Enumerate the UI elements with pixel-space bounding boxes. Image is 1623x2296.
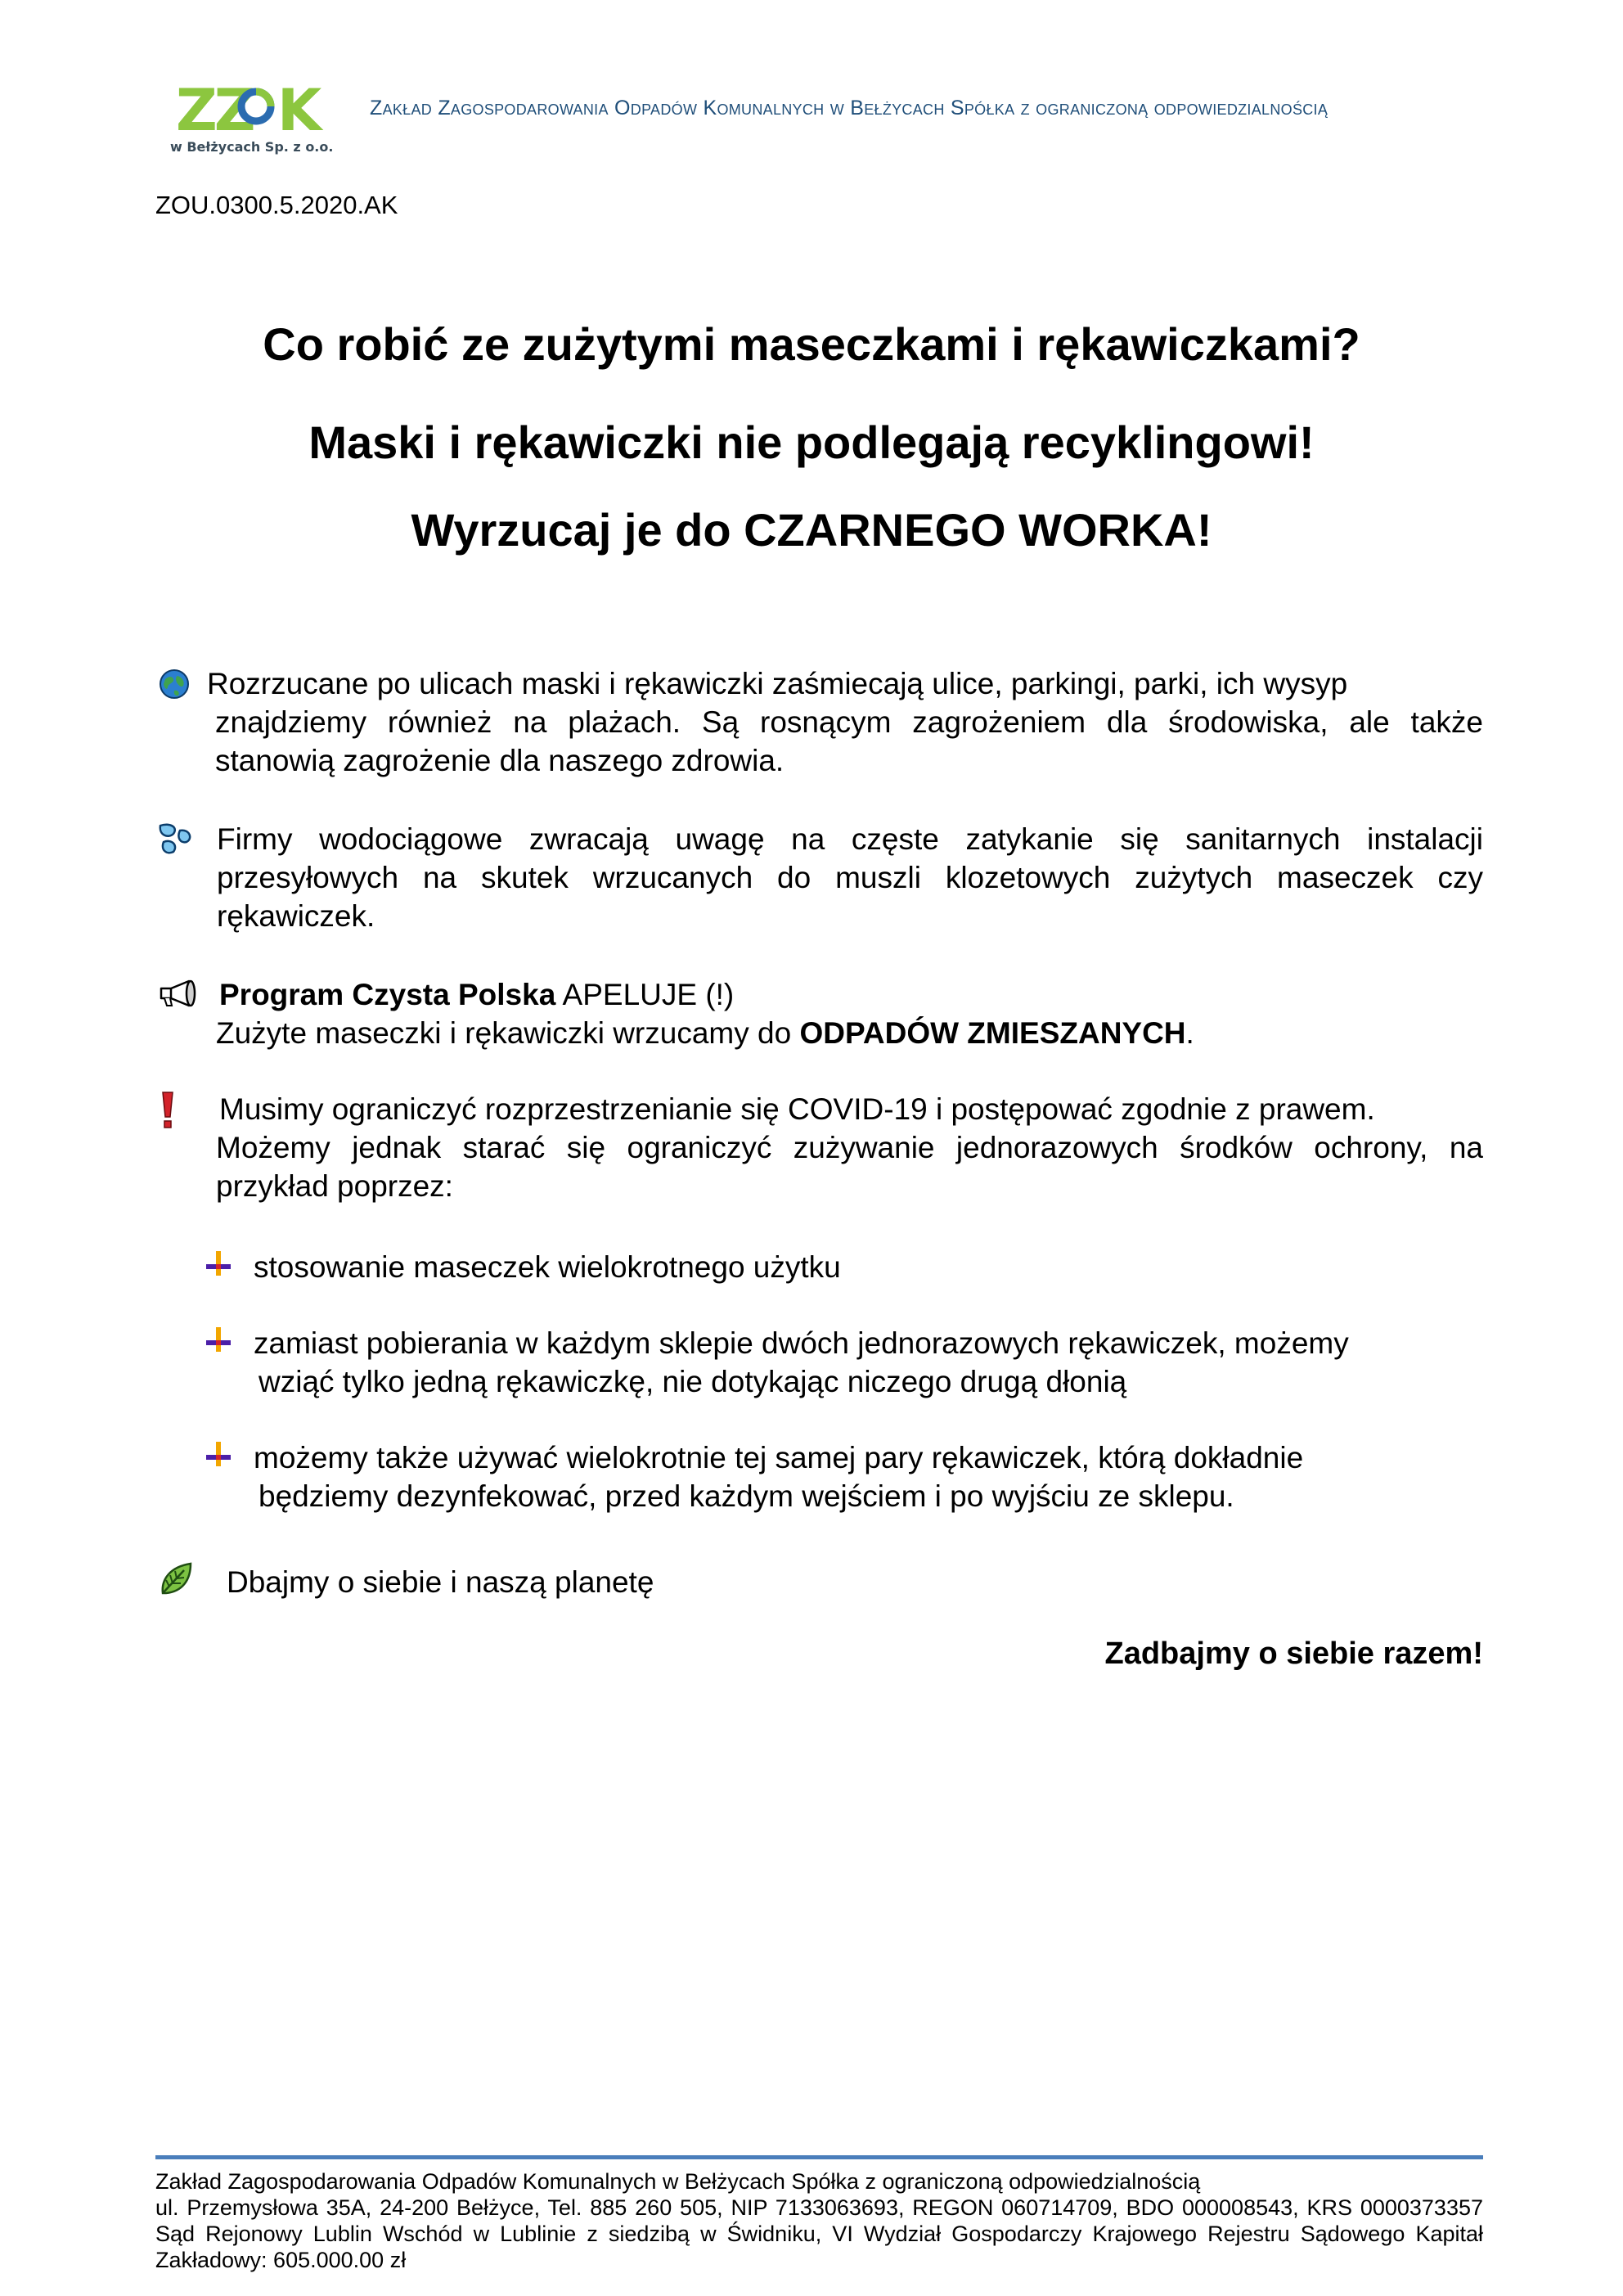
cross-bullet-icon <box>205 1249 232 1277</box>
document-reference: ZOU.0300.5.2020.AK <box>155 191 398 219</box>
appeal-line2 <box>216 1014 1483 1052</box>
list-item-line2: będziemy dezynfekować, przed każdym wejściem i po wyjściu ze sklepu. <box>259 1479 1234 1513</box>
list-item <box>254 1324 1483 1401</box>
covid-rest: Możemy jednak starać się ograniczyć zużywanie jednorazowych środków ochrony, na przykład poprzez: <box>216 1131 1483 1203</box>
mixed-waste-label: ODPADÓW ZMIESZANYCH <box>799 1016 1186 1050</box>
globe-icon <box>158 668 191 700</box>
water-drops-icon <box>155 821 195 857</box>
company-header: Zakład Zagospodarowania Odpadów Komunalnych w Bełżycach Spółka z ograniczoną odpowiedzialnością <box>370 97 1329 119</box>
closing-statement: Zadbajmy o siebie razem! <box>1104 1636 1483 1671</box>
list-item-line1: możemy także używać wielokrotnie tej samej pary rękawiczek, którą dokładnie <box>254 1441 1304 1474</box>
exclamation-icon <box>160 1091 175 1130</box>
paragraph-littering <box>207 664 1483 780</box>
appeal-line1 <box>219 975 1483 1014</box>
appeal-line2-text: Zużyte maseczki i rękawiczki wrzucamy do <box>216 1016 800 1050</box>
logo-mark-end: K <box>277 77 319 144</box>
heading-black-bag: Wyrzucaj je do CZARNEGO WORKA! <box>411 504 1212 556</box>
paragraph-covid-measures <box>216 1090 1483 1205</box>
paragraph-littering-line1: Rozrzucane po ulicach maski i rękawiczki zaśmiecają ulice, parkingi, parki, ich wysyp <box>207 667 1348 700</box>
cross-bullet-icon <box>205 1326 232 1353</box>
recycle-ring-icon <box>236 87 276 126</box>
megaphone-icon <box>158 979 199 1008</box>
heading-no-recycling: Maski i rękawiczki nie podlegają recyklingowi! <box>308 416 1315 468</box>
footer-company-name: Zakład Zagospodarowania Odpadów Komunalnych w Bełżycach Spółka z ograniczoną odpowiedzialnością <box>155 2169 1201 2194</box>
list-item <box>254 1438 1483 1515</box>
cross-bullet-icon <box>205 1440 232 1468</box>
appeal-line2-end: . <box>1185 1016 1194 1050</box>
covid-line1: Musimy ograniczyć rozprzestrzenianie się COVID-19 i postępować zgodnie z prawem. <box>219 1092 1375 1126</box>
logo-mark: ZZ <box>176 77 253 144</box>
leaf-icon <box>158 1560 196 1598</box>
heading-question: Co robić ze zużytymi maseczkami i rękawiczkami? <box>263 318 1360 370</box>
paragraph-littering-rest: znajdziemy również na plażach. Są rosnącym zagrożeniem dla środowiska, ale także stanowią zagrożenie dla naszego zdrowia. <box>215 705 1483 777</box>
paragraph-planet: Dbajmy o siebie i naszą planetę <box>227 1565 654 1599</box>
list-item-line1: zamiast pobierania w każdym sklepie dwóch jednorazowych rękawiczek, możemy <box>254 1326 1349 1360</box>
list-item: stosowanie maseczek wielokrotnego użytku <box>254 1250 841 1284</box>
footer <box>155 2168 1483 2273</box>
appeal-text: APELUJE (!) <box>555 978 735 1011</box>
program-name: Program Czysta Polska <box>219 978 556 1011</box>
paragraph-program-appeal <box>216 975 1483 1052</box>
logo-subtitle: w Bełżycach Sp. z o.o. <box>170 139 334 155</box>
footer-divider <box>155 2155 1483 2159</box>
list-item-line2: wziąć tylko jedną rękawiczkę, nie dotykając niczego drugą dłonią <box>259 1365 1127 1398</box>
company-logo <box>168 77 344 160</box>
paragraph-water-companies: Firmy wodociągowe zwracają uwagę na częste zatykanie się sanitarnych instalacji przesyłowych na skutek wrzucanych do muszli klozetowych zużytych maseczek czy rękawiczek. <box>217 822 1483 933</box>
footer-registration-details: ul. Przemysłowa 35A, 24-200 Bełżyce, Tel. 885 260 505, NIP 7133063693, REGON 060714709, BDO 000008543, KRS 0000373357 Sąd Rejonowy Lublin Wschód w Lublinie z siedzibą w Świdniku, VI Wydział Gospodarczy Krajowego Rejestru Sądowego Kapitał Zakładowy: 605.000.00 zł <box>155 2195 1483 2272</box>
